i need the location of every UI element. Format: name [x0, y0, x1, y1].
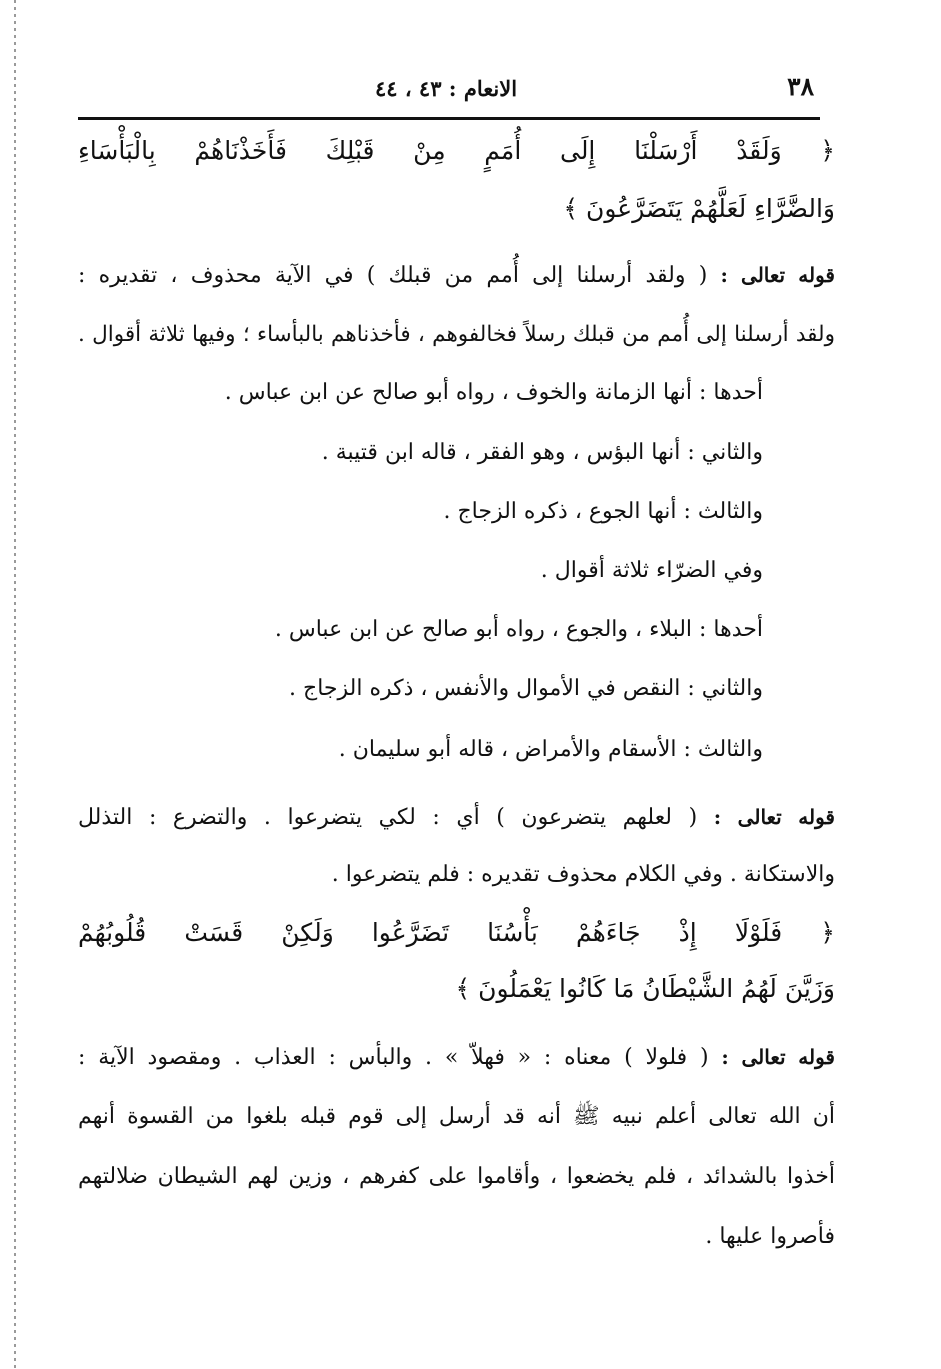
list-item	[78, 733, 763, 767]
list-item-text: والثاني : أنها البؤس ، وهو الفقر ، قاله ابن قتيبة .	[321, 440, 763, 465]
commentary-line	[78, 1220, 835, 1254]
verse-line	[78, 132, 835, 170]
commentary-text: ( فلولا ) معناه : « فهلاّ » . والبأس : العذاب . ومقصود الآية :	[78, 1045, 709, 1070]
list-item	[78, 554, 763, 588]
commentary-line	[78, 1160, 835, 1194]
commentary-line	[78, 1100, 835, 1134]
verse-text: ﴿ وَلَقَدْ أَرْسَلْنَا إِلَى أُمَمٍ مِنْ قَبْلِكَ فَأَخَذْنَاهُمْ بِالْبَأْسَاءِ	[78, 136, 835, 165]
lead-phrase: قوله تعالى :	[713, 805, 835, 829]
header-rule	[78, 117, 820, 120]
list-item-text: والثالث : الأسقام والأمراض ، قاله أبو سليمان .	[338, 737, 763, 762]
list-item	[78, 495, 763, 529]
commentary-text: فأصروا عليها .	[705, 1224, 835, 1249]
commentary-text: ( لعلهم يتضرعون ) أي : لكي يتضرعوا . والتضرع : التذلل	[78, 805, 698, 830]
verse-text: وَزَيَّنَ لَهُمُ الشَّيْطَانُ مَا كَانُوا يَعْمَلُونَ ﴾	[455, 974, 835, 1003]
verse-text: وَالضَّرَّاءِ لَعَلَّهُمْ يَتَضَرَّعُونَ ﴾	[563, 194, 835, 223]
list-item	[78, 672, 763, 706]
page-edge	[14, 0, 16, 1369]
verse-line	[78, 970, 835, 1008]
commentary-text: أخذوا بالشدائد ، فلم يخضعوا ، وأقاموا على كفرهم ، وزين لهم الشيطان ضلالتهم	[78, 1164, 835, 1189]
verse-line	[78, 190, 835, 228]
page-header	[78, 72, 814, 112]
verse-line	[78, 914, 835, 952]
lead-phrase: قوله تعالى :	[721, 1045, 835, 1069]
lead-phrase: قوله تعالى :	[720, 263, 835, 287]
list-item-text: وفي الضرّاء ثلاثة أقوال .	[540, 558, 763, 583]
list-item	[78, 376, 763, 410]
commentary-text: والاستكانة . وفي الكلام محذوف تقديره : فلم يتضرعوا .	[331, 862, 835, 887]
commentary-line	[78, 258, 835, 293]
commentary-text: ( ولقد أرسلنا إلى أُمم من قبلك ) في الآية محذوف ، تقديره :	[78, 263, 708, 288]
list-item-text: والثاني : النقص في الأموال والأنفس ، ذكره الزجاج .	[289, 676, 763, 701]
list-item-text: أحدها : البلاء ، والجوع ، رواه أبو صالح عن ابن عباس .	[274, 617, 763, 642]
running-title: الانعام : ٤٣ ، ٤٤	[374, 76, 518, 101]
verse-text: ﴿ فَلَوْلَا إِذْ جَاءَهُمْ بَأْسُنَا تَضَرَّعُوا وَلَكِنْ قَسَتْ قُلُوبُهُمْ	[78, 918, 835, 947]
commentary-line	[78, 858, 835, 892]
commentary-text: ولقد أرسلنا إلى أُمم من قبلك رسلاً فخالفوهم ، فأخذناهم بالبأساء ؛ وفيها ثلاثة أقوال .	[78, 322, 835, 347]
commentary-line	[78, 318, 835, 352]
page-number: ٣٨	[787, 72, 814, 101]
list-item-text: والثالث : أنها الجوع ، ذكره الزجاج .	[443, 499, 763, 524]
list-item	[78, 613, 763, 647]
commentary-line	[78, 1040, 835, 1075]
list-item-text: أحدها : أنها الزمانة والخوف ، رواه أبو صالح عن ابن عباس .	[224, 380, 763, 405]
commentary-line	[78, 800, 835, 835]
commentary-text: أن الله تعالى أعلم نبيه ﷺ أنه قد أرسل إلى قوم قبله بلغوا من القسوة أنهم	[78, 1104, 835, 1129]
list-item	[78, 436, 763, 470]
